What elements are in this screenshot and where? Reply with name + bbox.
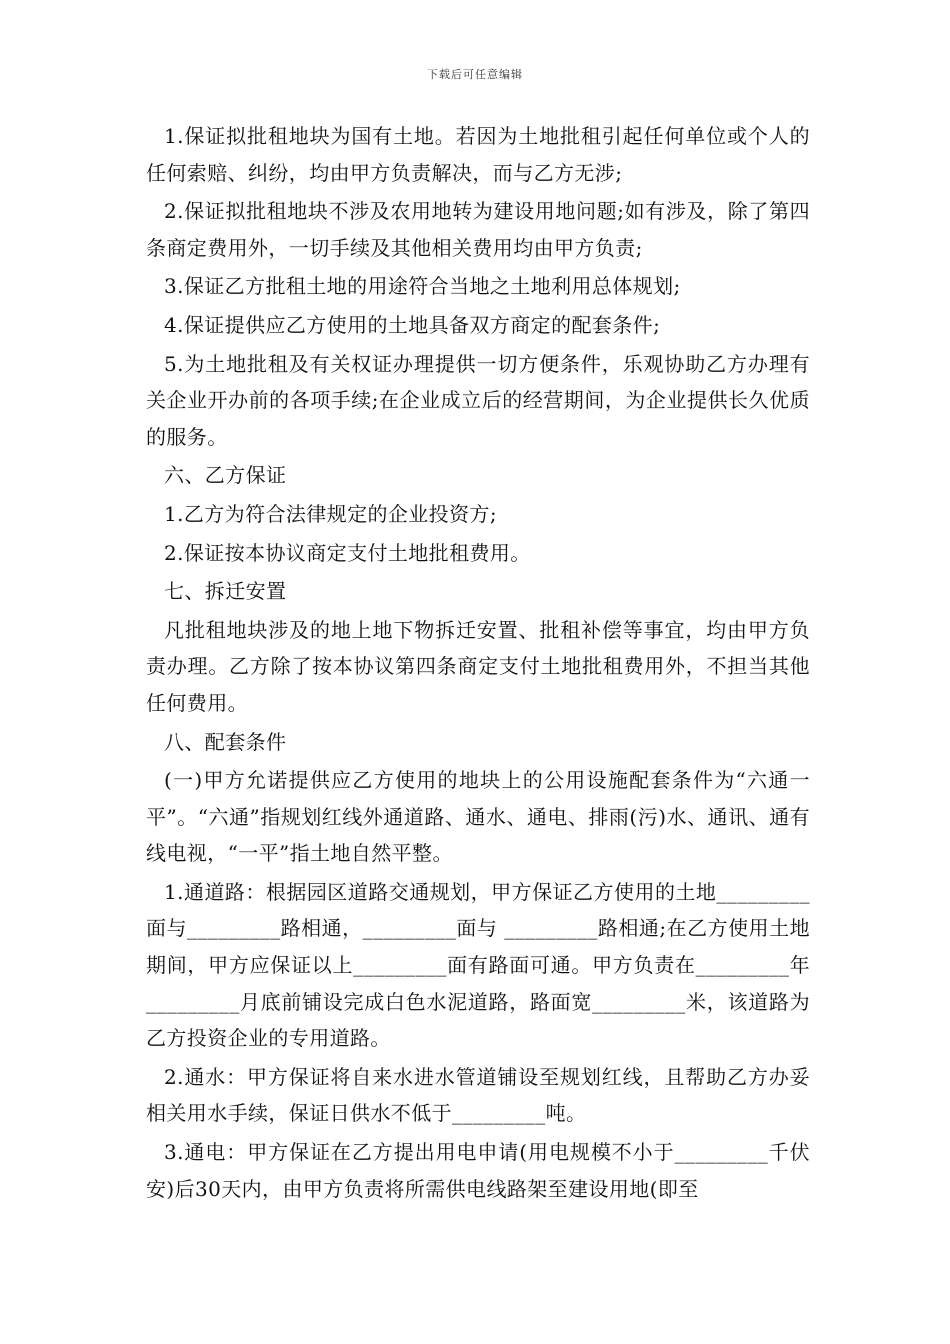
paragraph-power-supply: 3.通电：甲方保证在乙方提出用电申请(用电规模不小于_________千伏安)后30天内，由甲方负责将所需供电线路架至建设用地(即至 — [146, 1140, 810, 1201]
section-heading-party-b-guarantee: 六、乙方保证 — [164, 463, 287, 488]
paragraph-guarantee-3: 3.保证乙方批租土地的用途符合当地之土地利用总体规划; — [164, 274, 681, 299]
paragraph-facilities-intro: (一)甲方允诺提供应乙方使用的地块上的公用设施配套条件为“六通一平”。“六通”指规划红线外通道路、通水、通电、排雨(污)水、通讯、通有线电视，“一平”指土地自然平整。 — [146, 768, 810, 866]
section-heading-relocation: 七、拆迁安置 — [164, 579, 287, 604]
paragraph-guarantee-2: 2.保证拟批租地块不涉及农用地转为建设用地问题;如有涉及，除了第四条商定费用外，一切手续及其他相关费用均由甲方负责; — [146, 199, 810, 260]
paragraph-road-access: 1.通道路：根据园区道路交通规划，甲方保证乙方使用的土地_________面与_________路相通，_________面与 _________路相通;在乙方使用土地期间，甲方应保证以上_________面有路面可通。甲方负责在_________年_________月底前铺设完成白色水泥道路，路面宽_________米，该道路为乙方投资企业的专用道路。 — [146, 879, 810, 1051]
paragraph-water-supply: 2.通水：甲方保证将自来水进水管道铺设至规划红线，且帮助乙方办妥相关用水手续，保证日供水不低于_________吨。 — [146, 1064, 810, 1126]
paragraph-party-b-1: 1.乙方为符合法律规定的企业投资方; — [164, 501, 498, 526]
paragraph-relocation: 凡批租地块涉及的地上地下物拆迁安置、批租补偿等事宜，均由甲方负责办理。乙方除了按本协议第四条商定支付土地批租费用外，不担当其他任何费用。 — [146, 617, 810, 715]
paragraph-guarantee-5: 5.为土地批租及有关权证办理提供一切方便条件，乐观协助乙方办理有关企业开办前的各项手续;在企业成立后的经营期间，为企业提供长久优质的服务。 — [146, 351, 810, 449]
paragraph-party-b-2: 2.保证按本协议商定支付土地批租费用。 — [164, 540, 531, 565]
page-header-note: 下载后可任意编辑 — [427, 68, 523, 81]
section-heading-facilities: 八、配套条件 — [164, 729, 287, 754]
document-body — [146, 118, 810, 1209]
paragraph-guarantee-1: 1.保证拟批租地块为国有土地。若因为土地批租引起任何单位或个人的任何索赔、纠纷，均由甲方负责解决，而与乙方无涉; — [146, 124, 810, 185]
paragraph-guarantee-4: 4.保证提供应乙方使用的土地具备双方商定的配套条件; — [164, 312, 661, 337]
